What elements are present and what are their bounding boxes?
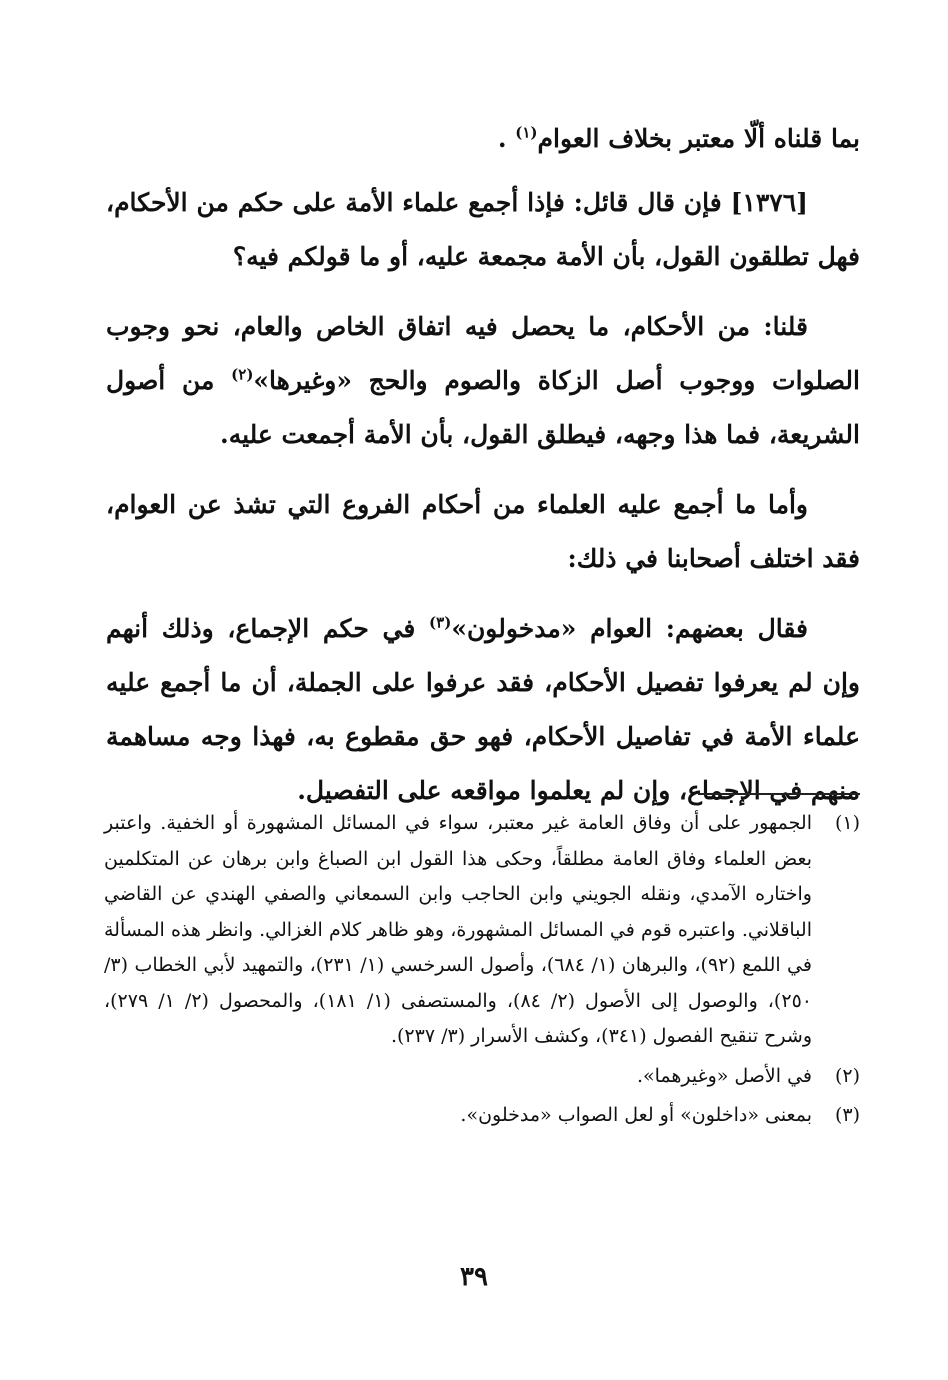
paragraph-text: قلنا: من الأحكام، ما يحصل فيه اتفاق الخاص والعام، نحو وجوب الصلوات ووجوب أصل الزكاة والصوم والحج «وغيرها» — [106, 312, 860, 395]
paragraph-continuation — [106, 112, 860, 166]
paragraph-answer — [106, 300, 860, 462]
footnote-1 — [104, 806, 860, 1055]
paragraph-scholars — [106, 478, 860, 586]
paragraph-tail: . — [497, 124, 507, 153]
paragraph-text: وأما ما أجمع عليه العلماء من أحكام الفروع التي تشذ عن العوام، فقد اختلف أصحابنا في ذلك: — [106, 490, 860, 573]
paragraph-text-continued: من أصول الشريعة، فما هذا وجهه، فيطلق القول، بأن الأمة أجمعت عليه. — [106, 366, 860, 449]
paragraph-text: بما قلناه ألّا معتبر بخلاف العوام — [537, 124, 860, 153]
footnote-ref: (١) — [515, 123, 538, 142]
main-text — [106, 112, 860, 834]
paragraph-text-continued: في حكم الإجماع، وذلك أنهم وإن لم يعرفوا تفصيل الأحكام، فقد عرفوا على الجملة، أن ما أجمع عليه علماء الأمة في تفاصيل الأحكام، فهو حق مقطوع به، فهذا وجه مساهمة منهم في الإجماع، وإن لم يعلموا مواقعه على التفصيل. — [106, 614, 860, 805]
paragraph-text: فقال بعضهم: العوام «مدخولون» — [451, 614, 808, 643]
footnote-separator — [698, 793, 860, 795]
footnotes — [104, 806, 860, 1134]
footnote-2 — [104, 1059, 860, 1095]
footnote-3 — [104, 1098, 860, 1134]
footnote-text: في الأصل «وغيرهما». — [636, 1064, 812, 1087]
paragraph-opinion — [106, 602, 860, 818]
paragraph-text: فإن قال قائل: فإذا أجمع علماء الأمة على حكم من الأحكام، فهل تطلقون القول، بأن الأمة مجمعة عليه، أو ما قولكم فيه؟ — [106, 188, 860, 271]
footnote-number: (١) — [834, 812, 860, 834]
paragraph-question — [106, 176, 860, 284]
page-number: ٣٩ — [460, 1262, 488, 1292]
footnote-number: (٢) — [834, 1064, 860, 1087]
footnote-text: بمعنى «داخلون» أو لعل الصواب «مدخلون». — [460, 1104, 812, 1126]
footnote-text: الجمهور على أن وفاق العامة غير معتبر، سواء في المسائل المشهورة أو الخفية. واعتبر بعض العلماء وفاق العامة مطلقاً، وحكى هذا القول ابن الصباغ وابن برهان عن المتكلمين واختاره الآمدي، ونقله الجويني وابن الحاجب وابن السمعاني والصفي الهندي عن القاضي الباقلاني. واعتبره قوم في المسائل المشهورة، وهو ظاهر كلام الغزالي. وانظر هذه المسألة في اللمع (٩٢)، والبرهان (١/ ٦٨٤)، وأصول السرخسي (١/ ٢٣١)، والتمهيد لأبي الخطاب (٣/ ٢٥٠)، والوصول إلى الأصول (٢/ ٨٤)، والمستصفى (١/ ١٨١)، والمحصول (٢/ ١/ ٢٧٩)، وشرح تنقيح الفصول (٣٤١)، وكشف الأسرار (٣/ ٢٣٧). — [104, 812, 812, 1047]
footnote-ref: (٢) — [231, 365, 254, 384]
footnote-number: (٣) — [834, 1104, 860, 1126]
footnote-ref: (٣) — [429, 613, 452, 632]
section-number: [١٣٧٦] — [730, 188, 808, 217]
